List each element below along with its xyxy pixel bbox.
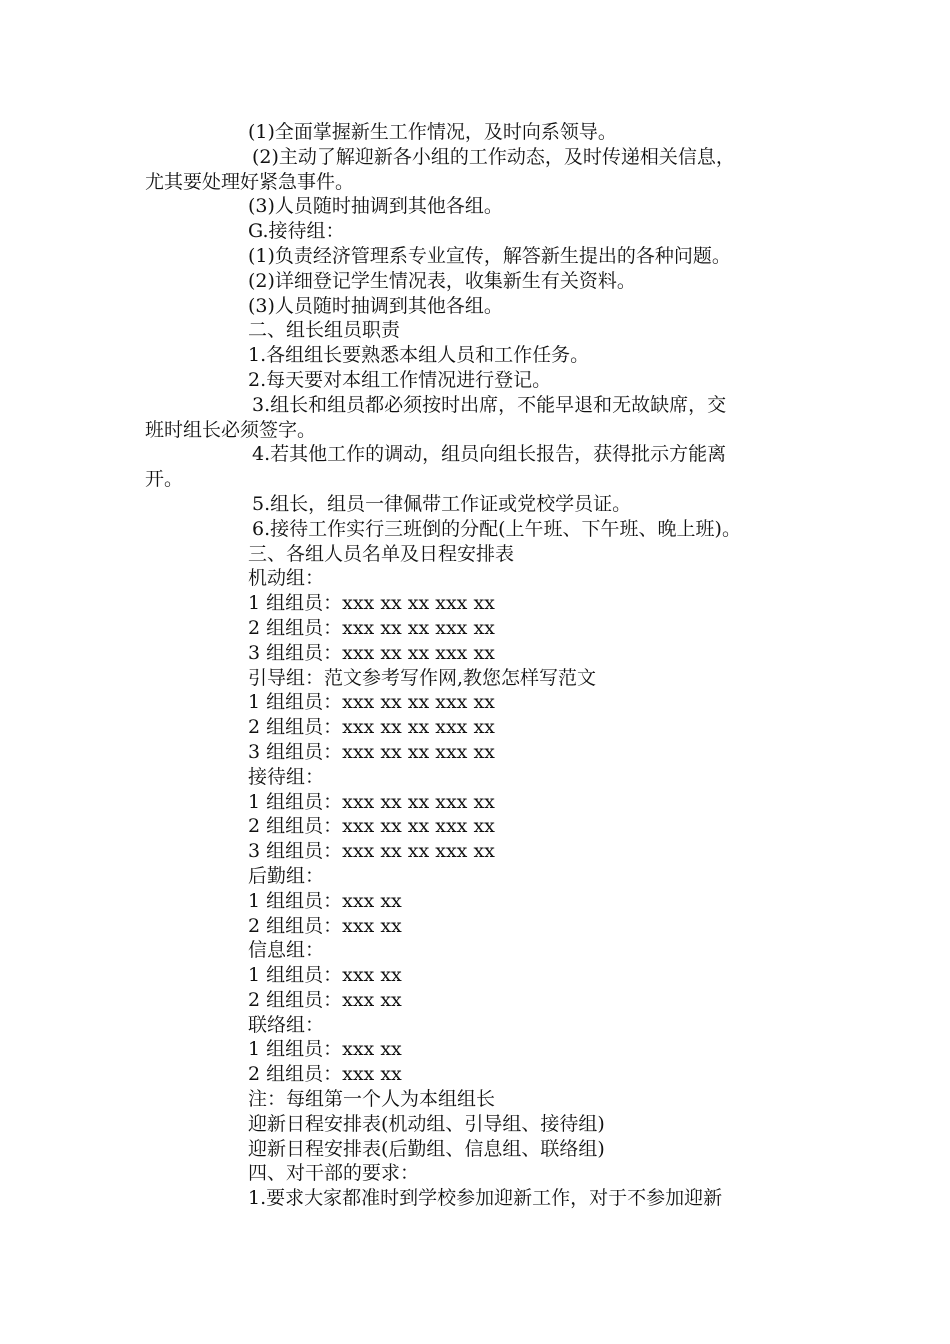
text-line: 开。 (145, 468, 184, 491)
group-title: 引导组：范文参考写作网,教您怎样写范文 (248, 666, 597, 689)
text-line: 班时组长必须签字。 (145, 418, 317, 441)
member-line: 2 组组员：xxx xx (248, 914, 402, 937)
member-line: 1 组组员：xxx xx xx xxx xx (248, 790, 495, 813)
text-line: 迎新日程安排表(机动组、引导组、接待组) (248, 1112, 605, 1135)
text-line: 尤其要处理好紧急事件。 (145, 170, 355, 193)
group-title: 信息组： (248, 939, 325, 962)
note-line: 注：每组第一个人为本组组长 (248, 1088, 496, 1111)
member-line: 2 组组员：xxx xx xx xxx xx (248, 716, 495, 739)
text-line: (2)详细登记学生情况表，收集新生有关资料。 (248, 269, 636, 292)
text-line: 4.若其他工作的调动，组员向组长报告，获得批示方能离 (252, 443, 727, 466)
member-line: 3 组组员：xxx xx xx xxx xx (248, 840, 495, 863)
group-title: 联络组： (248, 1013, 325, 1036)
section-heading: 二、组长组员职责 (248, 319, 401, 342)
section-heading: 四、对干部的要求： (248, 1162, 420, 1185)
member-line: 3 组组员：xxx xx xx xxx xx (248, 641, 495, 664)
member-line: 3 组组员：xxx xx xx xxx xx (248, 740, 495, 763)
text-line: (3)人员随时抽调到其他各组。 (248, 195, 503, 218)
text-line: (1)全面掌握新生工作情况，及时向系领导。 (248, 121, 617, 143)
text-line: G.接待组： (248, 220, 345, 243)
text-line: 6.接待工作实行三班倒的分配(上午班、下午班、晚上班)。 (252, 517, 741, 540)
document-body (145, 120, 810, 1211)
text-line: 3.组长和组员都必须按时出席，不能早退和无故缺席，交 (252, 393, 727, 416)
member-line: 1 组组员：xxx xx (248, 964, 402, 987)
text-line: 5.组长，组员一律佩带工作证或党校学员证。 (252, 492, 632, 515)
member-line: 1 组组员：xxx xx xx xxx xx (248, 691, 495, 714)
member-line: 1 组组员：xxx xx (248, 1038, 402, 1061)
text-line: (2)主动了解迎新各小组的工作动态，及时传递相关信息， (252, 145, 735, 168)
member-line: 2 组组员：xxx xx xx xxx xx (248, 616, 495, 639)
member-line: 1 组组员：xxx xx xx xxx xx (248, 592, 495, 615)
member-line: 2 组组员：xxx xx (248, 988, 402, 1011)
text-line: 1.各组组长要熟悉本组人员和工作任务。 (248, 344, 590, 367)
text-line: 迎新日程安排表(后勤组、信息组、联络组) (248, 1137, 605, 1160)
text-line: 2.每天要对本组工作情况进行登记。 (248, 368, 552, 391)
text-line: 1.要求大家都准时到学校参加迎新工作，对于不参加迎新 (248, 1187, 723, 1210)
section-heading: 三、各组人员名单及日程安排表 (248, 542, 515, 565)
text-line: (3)人员随时抽调到其他各组。 (248, 294, 503, 317)
text-line: (1)负责经济管理系专业宣传，解答新生提出的各种问题。 (248, 244, 731, 267)
member-line: 1 组组员：xxx xx (248, 889, 402, 912)
member-line: 2 组组员：xxx xx (248, 1063, 402, 1086)
group-title: 接待组： (248, 765, 325, 788)
group-title: 后勤组： (248, 864, 325, 887)
member-line: 2 组组员：xxx xx xx xxx xx (248, 815, 495, 838)
group-title: 机动组： (248, 567, 325, 590)
